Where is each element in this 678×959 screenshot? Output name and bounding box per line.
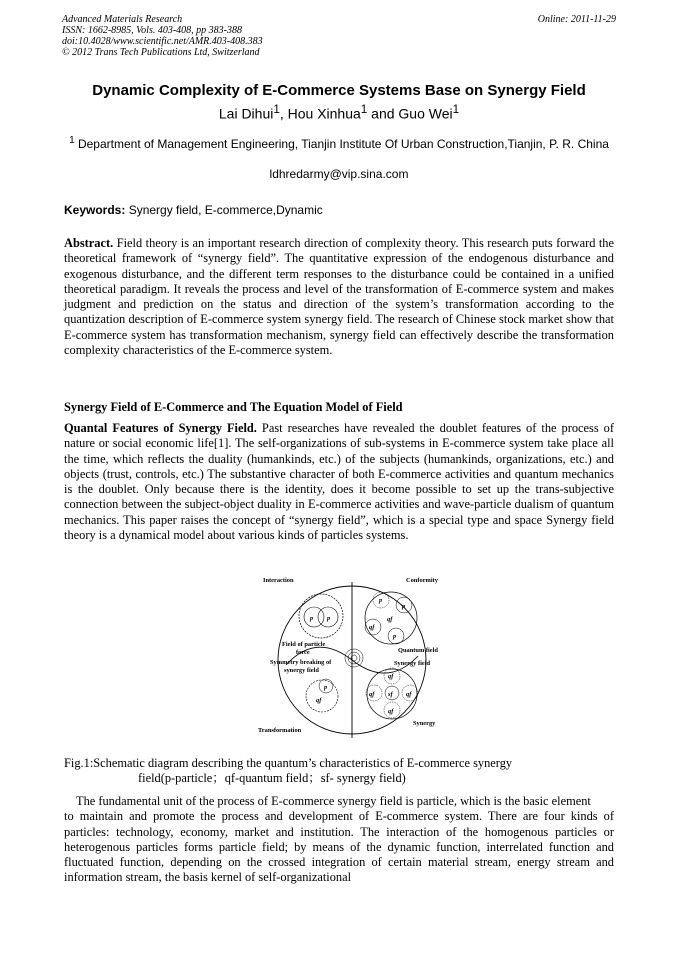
- label-synergy-field: Synergy field: [394, 660, 431, 667]
- label-sf: sf: [388, 691, 393, 698]
- label-qf: qf: [387, 616, 393, 623]
- spiral-ring: [345, 649, 363, 667]
- label-qf: qf: [369, 691, 375, 698]
- affiliation: [64, 133, 614, 152]
- copyright-line: © 2012 Trans Tech Publications Ltd, Switzerland: [62, 47, 260, 58]
- paragraph-2: [64, 794, 614, 886]
- label-symmetry-1: Symmetry breaking of: [270, 659, 332, 666]
- journal-name: Advanced Materials Research: [62, 14, 183, 25]
- label-p: p: [379, 597, 383, 604]
- affiliation-text: Department of Management Engineering, Tianjin Institute Of Urban Construction,Tianjin, P. R. China: [77, 137, 609, 151]
- section-heading: Synergy Field of E-Commerce and The Equation Model of Field: [64, 400, 403, 414]
- author-2-sup: 1: [360, 103, 368, 116]
- label-conformity: Conformity: [406, 577, 438, 584]
- transformation-circle: [306, 680, 338, 712]
- label-p: p: [324, 684, 328, 691]
- abstract: [64, 236, 614, 358]
- label-transformation: Transformation: [258, 727, 302, 734]
- author-email: ldhredarmy@vip.sina.com: [269, 167, 409, 181]
- abstract-text: Field theory is an important research direction of complexity theory. This research puts forward the theoretical framework of “synergy field”. The quantitative expression of the endogenous disturbance and exogenous disturbance, and the different term responses to the disturbance could be contained in a unified theoretical paradigm. It reveals the process and level of the transformation of E-commerce system and makes judgment and prediction on the status and direction of the system’s transformation according to the quantization description of E-commerce system synergy field. The research of Chinese stock market show that E-commerce system has transformation mechanism, synergy field can effectively describe the transformation complexity characteristics of the E-commerce system.: [64, 236, 614, 358]
- label-p: p: [393, 633, 397, 640]
- label-p: p: [327, 615, 331, 622]
- keywords: [64, 203, 323, 217]
- author-1: Lai Dihui: [218, 105, 274, 122]
- label-interaction: Interaction: [263, 577, 294, 584]
- paragraph-1-text: Past researches have revealed the doublet features of the process of nature or social economic life[1]. The self-organizations of sub-systems in E-commerce system take place all the time, which reflects the duality (humankinds, etc.) of the subjects (humankinds, organizations, etc.) and objects (trust, controls, etc.) The substantive character of both E-commerce activities and quantum mechanics is the doublet. Only because there is the identity, does it become possible to set up the trans-subjective connection between the subject-object duality in E-commerce activities and wave-particle dualism of quantum mechanics. This paper raises the concept of “synergy field”, which is a special type and space Synergy field theory is a dynamical model about various kinds of particles systems.: [64, 421, 614, 543]
- caption-line-1: Fig.1:Schematic diagram describing the quantum’s characteristics of E-commerce synergy: [64, 756, 513, 770]
- label-p: p: [402, 603, 406, 610]
- label-qf: qf: [406, 691, 412, 698]
- label-synergy: Synergy: [413, 720, 436, 727]
- caption-line-2: field(p-particle；qf-quantum field；sf- synergy field): [138, 771, 406, 785]
- paragraph-2-first-line: [64, 794, 614, 809]
- author-1-sup: 1: [273, 103, 280, 116]
- interaction-circle: [299, 594, 343, 638]
- label-qf: qf: [388, 708, 394, 715]
- section-paragraph-1: [64, 421, 614, 543]
- label-symmetry-2: synergy field: [284, 667, 319, 674]
- online-date: Online: 2011-11-29: [537, 14, 616, 25]
- label-field-particle-2: force: [296, 649, 310, 656]
- paper-title: Dynamic Complexity of E-Commerce Systems Base on Synergy Field: [92, 82, 586, 99]
- label-field-particle-1: Field of particle: [282, 641, 326, 648]
- author-3-sup: 1: [452, 103, 460, 116]
- author-3: Guo Wei: [398, 105, 453, 122]
- author-list: Lai Dihui$^1$, Hou Xinhua$^1$ and Guo Wei$^1$: [218, 103, 460, 122]
- keywords-label: Keywords:: [64, 203, 126, 217]
- author-and: and: [371, 105, 395, 122]
- label-qf: qf: [388, 673, 394, 680]
- author-2: Hou Xinhua: [287, 105, 361, 122]
- journal-header: [62, 14, 263, 58]
- paragraph-2-line-1: The fundamental unit of the process of E-commerce synergy field is particle, which is the basic element: [76, 794, 591, 808]
- paragraph-lead: Quantal Features of Synergy Field.: [64, 421, 257, 435]
- abstract-label: Abstract.: [64, 236, 114, 250]
- keywords-text: Synergy field, E-commerce,Dynamic: [128, 203, 323, 217]
- figure-1-caption: [64, 756, 624, 786]
- paragraph-2-rest: to maintain and promote the process and development of E-commerce system. There are four kinds of particles: technology, economy, market and institution. The interaction of the homogenous particles or heterogenous particles forms particle field; by means of the dynamic function, interrelated function and fluctuated function, depending on the crossed integration of certain material stream, energy stream and information stream, the basis kernel of self-organizational: [64, 809, 614, 885]
- figure-1-diagram: [256, 572, 448, 738]
- affiliation-sup: 1: [69, 135, 75, 146]
- issn-line: ISSN: 1662-8985, Vols. 403-408, pp 383-388: [62, 25, 242, 36]
- label-quantum-field: Quantum field: [398, 647, 438, 654]
- label-qf: qf: [316, 697, 322, 704]
- label-p: p: [310, 615, 314, 622]
- doi-line: doi:10.4028/www.scientific.net/AMR.403-408.383: [62, 36, 263, 47]
- label-qf: qf: [369, 624, 375, 631]
